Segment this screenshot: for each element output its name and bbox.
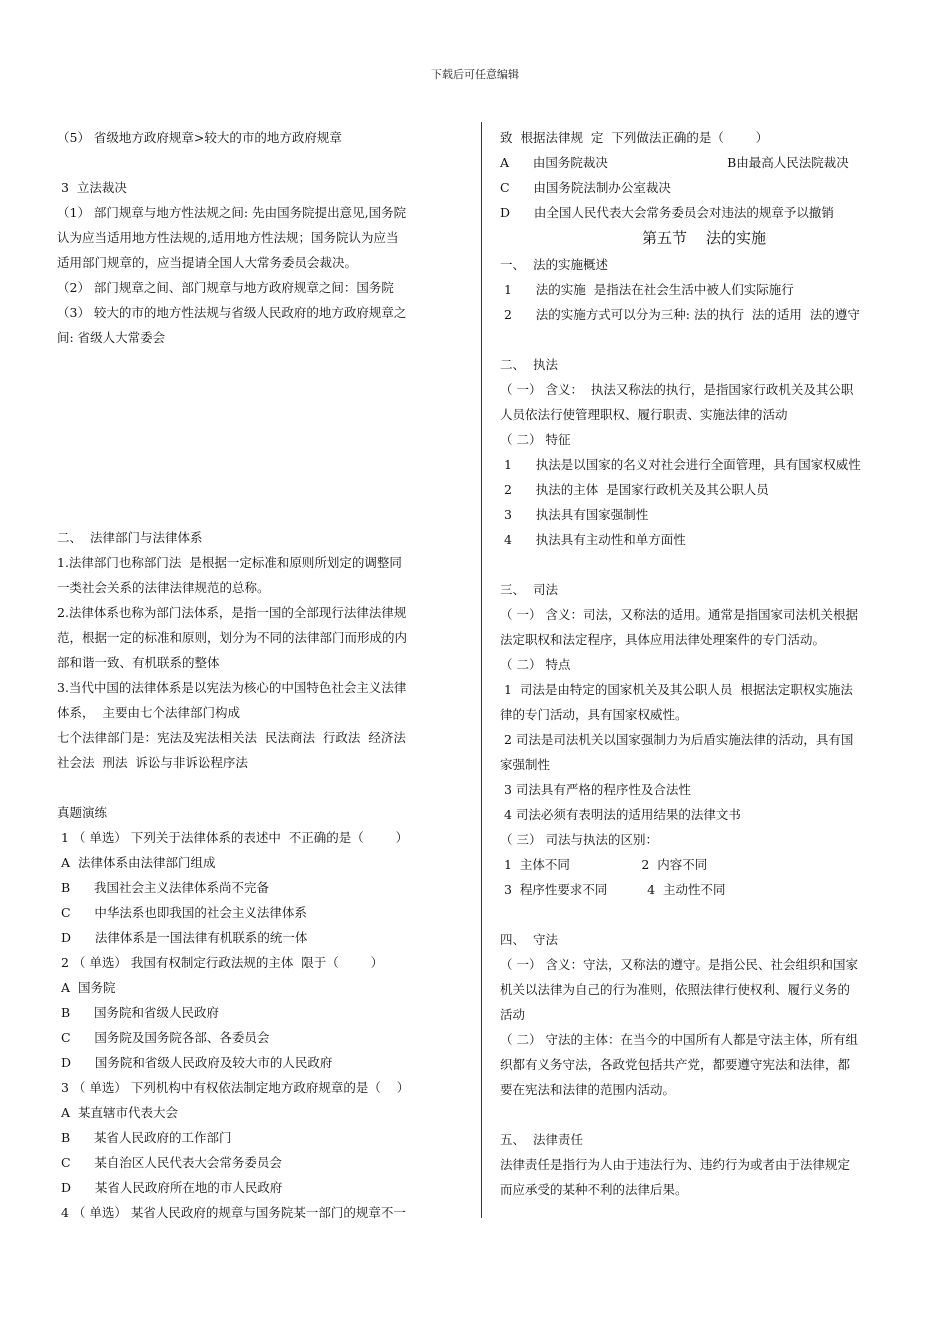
left-text-line: 2 （ 单选） 我国有权制定行政法规的主体 限于（ ）	[57, 955, 384, 970]
left-text-line: 七个法律部门是：宪法及宪法相关法 民法商法 行政法 经济法	[57, 730, 406, 745]
left-text-line: 4 （ 单选） 某省人民政府的规章与国务院某一部门的规章不一	[57, 1205, 406, 1220]
right-text-line: 3 程序性要求不同 4 主动性不同	[500, 882, 726, 897]
left-text-line: 体系， 主要由七个法律部门构成	[57, 705, 240, 720]
right-text-line: 法律责任是指行为人由于违法行为、违约行为或者由于法律规定	[500, 1157, 851, 1172]
page-header: 下载后可任意编辑	[431, 68, 519, 81]
right-text-line: A 由国务院裁决 B由最高人民法院裁决	[500, 155, 849, 170]
right-text-line: 五、 法律责任	[500, 1132, 583, 1147]
section-heading: 第五节 法的实施	[641, 229, 767, 247]
left-text-line: C 某自治区人民代表大会常务委员会	[57, 1155, 282, 1170]
right-text-line: 3 执法具有国家强制性	[500, 507, 649, 522]
left-text-line: （2） 部门规章之间、部门规章与地方政府规章之间：国务院	[57, 280, 394, 295]
right-spacer	[500, 327, 908, 352]
left-text-line: B 国务院和省级人民政府	[57, 1005, 219, 1020]
left-text-line: B 某省人民政府的工作部门	[57, 1130, 232, 1145]
right-text-line: 1 主体不同 2 内容不同	[500, 857, 708, 872]
right-text-line: （ 一） 含义：司法，又称法的适用。通常是指国家司法机关根据	[500, 607, 858, 622]
right-text-line: 人员依法行使管理职权、履行职责、实施法律的活动	[500, 407, 788, 422]
left-text-line: （5） 省级地方政府规章>较大的市的地方政府规章	[57, 130, 342, 145]
left-text-line: 3.当代中国的法律体系是以宪法为核心的中国特色社会主义法律	[57, 680, 407, 695]
left-spacer	[57, 775, 465, 800]
right-text-line: 2 法的实施方式可以分为三种: 法的执行 法的适用 法的遵守	[500, 307, 860, 322]
right-text-line: 活动	[500, 1007, 526, 1022]
left-text-line: 适用部门规章的，应当提请全国人大常务委员会裁决。	[57, 255, 358, 270]
right-text-line: 二、 执法	[500, 357, 558, 372]
right-text-line: 1 司法是由特定的国家机关及其公职人员 根据法定职权实施法	[500, 682, 853, 697]
left-text-line: 间: 省级人大常委会	[57, 330, 166, 345]
right-text-line: 1 执法是以国家的名义对社会进行全面管理，具有国家权威性	[500, 457, 861, 472]
right-text-line: 1 法的实施 是指法在社会生活中被人们实际施行	[500, 282, 794, 297]
left-text-line: 一类社会关系的法律法律规范的总称。	[57, 580, 270, 595]
left-text-line: 2.法律体系也称为部门法体系，是指一国的全部现行法律法律规	[57, 605, 407, 620]
right-spacer	[500, 1102, 908, 1127]
right-text-line: 一、 法的实施概述	[500, 257, 608, 272]
left-text-line: C 国务院及国务院各部、各委员会	[57, 1030, 270, 1045]
left-text-line: B 我国社会主义法律体系尚不完备	[57, 880, 270, 895]
right-text-line: （ 二） 特征	[500, 432, 571, 447]
left-text-line: （3） 较大的市的地方性法规与省级人民政府的地方政府规章之	[57, 305, 407, 320]
right-text-line: （ 二） 守法的主体：在当今的中国所有人都是守法主体，所有组	[500, 1032, 858, 1047]
right-text-line: 2 执法的主体 是国家行政机关及其公职人员	[500, 482, 769, 497]
column-divider	[481, 122, 482, 1218]
left-text-line: D 法律体系是一国法律有机联系的统一体	[57, 930, 308, 945]
right-text-line: 而应承受的某种不利的法律后果。	[500, 1182, 688, 1197]
left-column	[57, 125, 465, 1225]
left-text-line: 部和谐一致、有机联系的整体	[57, 655, 220, 670]
right-text-line: 律的专门活动，具有国家权威性。	[500, 707, 688, 722]
right-text-line: （ 三） 司法与执法的区别：	[500, 832, 658, 847]
left-text-line: 社会法 刑法 诉讼与非诉讼程序法	[57, 755, 248, 770]
left-text-line: 1.法律部门也称部门法 是根据一定标准和原则所划定的调整同	[57, 555, 402, 570]
right-text-line: 织都有义务守法，各政党包括共产党，都要遵守宪法和法律，都	[500, 1057, 851, 1072]
right-text-line: （ 一） 含义： 执法又称法的执行，是指国家行政机关及其公职	[500, 382, 854, 397]
right-text-line: 三、 司法	[500, 582, 558, 597]
right-text-line: 家强制性	[500, 757, 551, 772]
right-text-line: C 由国务院法制办公室裁决	[500, 180, 671, 195]
left-text-line: 1 （ 单选） 下列关于法律体系的表述中 不正确的是（ ）	[57, 830, 409, 845]
left-text-line: D 某省人民政府所在地的市人民政府	[57, 1180, 283, 1195]
left-text-line: 范，根据一定的标准和原则，划分为不同的法律部门而形成的内	[57, 630, 408, 645]
left-spacer	[57, 150, 465, 175]
left-text-line: D 国务院和省级人民政府及较大市的人民政府	[57, 1055, 333, 1070]
left-text-line: A 某直辖市代表大会	[57, 1105, 178, 1120]
right-spacer	[500, 902, 908, 927]
right-text-line: 四、 守法	[500, 932, 558, 947]
right-text-line: 4 司法必须有表明法的适用结果的法律文书	[500, 807, 741, 822]
right-column	[500, 125, 908, 1202]
right-text-line: D 由全国人民代表大会常务委员会对违法的规章予以撤销	[500, 205, 834, 220]
left-text-line: （1） 部门规章与地方性法规之间: 先由国务院提出意见,国务院	[57, 205, 407, 220]
right-text-line: （ 一） 含义：守法，又称法的遵守。是指公民、社会组织和国家	[500, 957, 858, 972]
left-spacer	[57, 350, 465, 525]
right-text-line: 机关以法律为自己的行为准则，依照法律行使权利、履行义务的	[500, 982, 851, 997]
left-text-line: 3 立法裁决	[57, 180, 127, 195]
right-text-line: 2 司法是司法机关以国家强制力为后盾实施法律的活动，具有国	[500, 732, 854, 747]
left-text-line: C 中华法系也即我国的社会主义法律体系	[57, 905, 307, 920]
right-text-line: 3 司法具有严格的程序性及合法性	[500, 782, 691, 797]
right-text-line: 致 根据法律规 定 下列做法正确的是（ ）	[500, 130, 769, 145]
left-text-line: 3 （ 单选） 下列机构中有权依法制定地方政府规章的是（ ）	[57, 1080, 410, 1095]
right-text-line: 要在宪法和法律的范围内活动。	[500, 1082, 676, 1097]
left-text-line: 二、 法律部门与法律体系	[57, 530, 203, 545]
left-text-line: A 法律体系由法律部门组成	[57, 855, 216, 870]
right-text-line: 4 执法具有主动性和单方面性	[500, 532, 686, 547]
right-text-line: （ 二） 特点	[500, 657, 571, 672]
right-spacer	[500, 552, 908, 577]
left-text-line: A 国务院	[57, 980, 116, 995]
right-text-line: 法定职权和法定程序，具体应用法律处理案件的专门活动。	[500, 632, 826, 647]
left-text-line: 真题演练	[57, 805, 108, 820]
left-text-line: 认为应当适用地方性法规的,适用地方性法规；国务院认为应当	[57, 230, 399, 245]
